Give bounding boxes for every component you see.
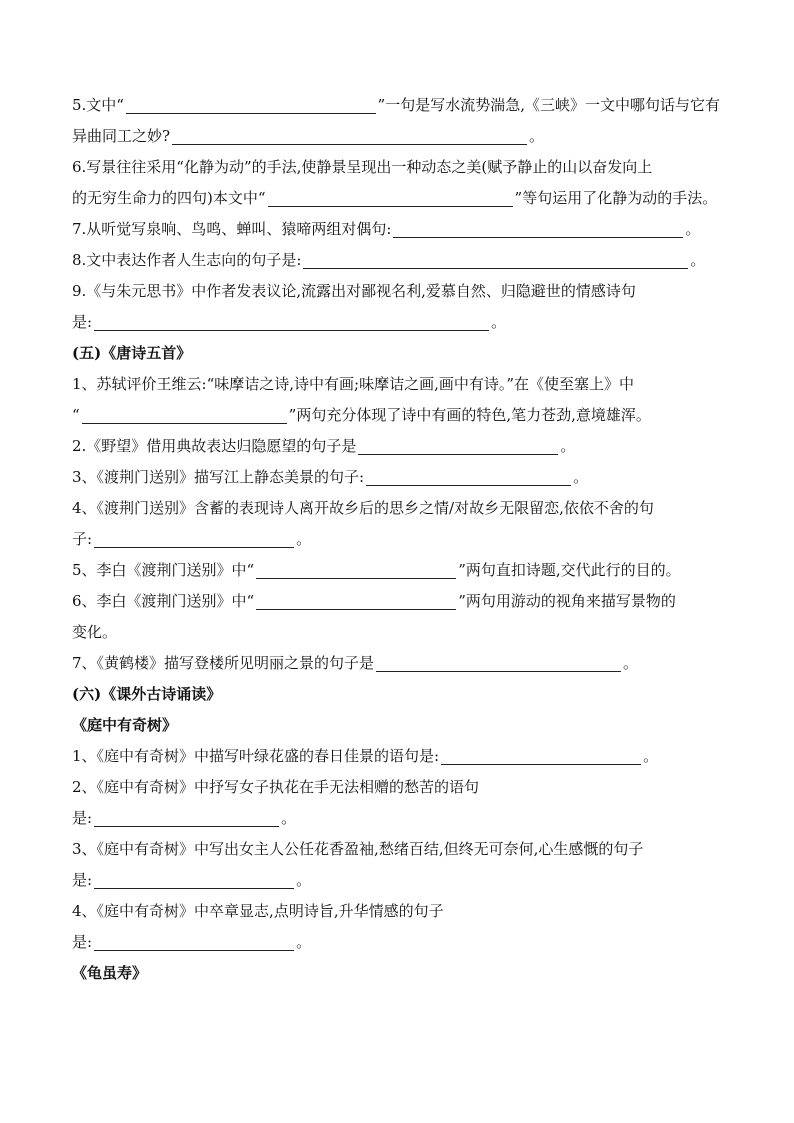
question-text: 。 <box>643 747 659 765</box>
question-text: 2.《野望》借用典故表达归隐愿望的句子是 <box>72 437 357 455</box>
question-text: 是: <box>72 871 93 889</box>
answer-blank[interactable] <box>366 469 571 486</box>
poem-title: 《庭中有奇树》 <box>72 716 178 734</box>
question-text: 4、《庭中有奇树》中卒章显志,点明诗旨,升华情感的句子 <box>72 902 444 920</box>
question-text: 变化。 <box>72 623 118 641</box>
question-text: 。 <box>296 871 312 889</box>
question-text: ”两句充分体现了诗中有画的特色,笔力苍劲,意境雄浑。 <box>288 406 651 424</box>
question-6-4-line-1 <box>72 896 720 927</box>
question-text: 是: <box>72 933 93 951</box>
answer-blank[interactable] <box>94 934 294 951</box>
question-text: 是: <box>72 809 93 827</box>
section-heading-6 <box>72 679 720 710</box>
question-4-9-line-1 <box>72 276 720 307</box>
question-text: 8.文中表达作者人生志向的句子是: <box>72 251 302 269</box>
question-6-3-line-2 <box>72 865 720 896</box>
question-text: 。 <box>529 127 545 145</box>
question-text: 。 <box>296 530 312 548</box>
question-4-6-line-1 <box>72 152 720 183</box>
question-text: 是: <box>72 313 93 331</box>
question-text: 6、李白《渡荆门送别》中“ <box>72 592 255 610</box>
question-text: 。 <box>623 654 639 672</box>
answer-blank[interactable] <box>94 810 279 827</box>
answer-blank[interactable] <box>441 748 641 765</box>
answer-blank[interactable] <box>256 562 456 579</box>
question-text: 。 <box>685 220 701 238</box>
question-6-2-line-1 <box>72 772 720 803</box>
answer-blank[interactable] <box>82 407 287 424</box>
question-4-9-line-2 <box>72 307 720 338</box>
question-text: 。 <box>296 933 312 951</box>
question-text: 5.文中“ <box>72 96 124 114</box>
question-text: 。 <box>560 437 576 455</box>
question-4-7 <box>72 214 720 245</box>
question-4-5-line-2 <box>72 121 720 152</box>
question-text: 7.从听觉写泉响、鸟鸣、蝉叫、猿啼两组对偶句: <box>72 220 392 238</box>
poem-heading-guisuishou <box>72 958 720 989</box>
answer-blank[interactable] <box>303 252 688 269</box>
answer-blank[interactable] <box>268 190 513 207</box>
section-heading-5 <box>72 338 720 369</box>
question-text: 。 <box>573 468 589 486</box>
section-title: (六)《课外古诗诵读》 <box>72 685 222 703</box>
question-text: 3、《庭中有奇树》中写出女主人公任花香盈袖,愁绪百结,但终无可奈何,心生感慨的句子 <box>72 840 644 858</box>
question-text: 。 <box>281 809 297 827</box>
question-4-6-line-2 <box>72 183 720 214</box>
question-text: 7、《黄鹤楼》描写登楼所见明丽之景的句子是 <box>72 654 375 672</box>
section-title: (五)《唐诗五首》 <box>72 344 192 362</box>
question-text: 6.写景往往采用“化静为动”的手法,使静景呈现出一种动态之美(赋予静止的山以奋发向上 <box>72 158 653 176</box>
question-5-2 <box>72 431 720 462</box>
answer-blank[interactable] <box>94 531 294 548</box>
question-5-7 <box>72 648 720 679</box>
question-text: 1、《庭中有奇树》中描写叶绿花盛的春日佳景的语句是: <box>72 747 440 765</box>
answer-blank[interactable] <box>376 655 621 672</box>
question-4-5-line-1 <box>72 90 720 121</box>
worksheet-page <box>72 90 720 989</box>
answer-blank[interactable] <box>126 97 376 114</box>
question-6-4-line-2 <box>72 927 720 958</box>
question-text: 的无穷生命力的四句)本文中“ <box>72 189 266 207</box>
answer-blank[interactable] <box>358 438 558 455</box>
question-5-1-line-1 <box>72 369 720 400</box>
question-text: 5、李白《渡荆门送别》中“ <box>72 561 255 579</box>
question-text: 异曲同工之妙? <box>72 127 171 145</box>
question-5-5 <box>72 555 720 586</box>
question-6-2-line-2 <box>72 803 720 834</box>
question-6-1 <box>72 741 720 772</box>
question-text: “ <box>72 406 80 424</box>
question-5-3 <box>72 462 720 493</box>
question-text: ”两句直扣诗题,交代此行的目的。 <box>458 561 681 579</box>
question-5-6-line-1 <box>72 586 720 617</box>
answer-blank[interactable] <box>393 221 683 238</box>
question-text: ”等句运用了化静为动的手法。 <box>514 189 718 207</box>
question-5-4-line-1 <box>72 493 720 524</box>
question-text: 4、《渡荆门送别》含蓄的表现诗人离开故乡后的思乡之情/对故乡无限留恋,依依不舍的句 <box>72 499 654 517</box>
answer-blank[interactable] <box>256 593 456 610</box>
question-5-6-line-2 <box>72 617 720 648</box>
question-text: 3、《渡荆门送别》描写江上静态美景的句子: <box>72 468 365 486</box>
question-6-3-line-1 <box>72 834 720 865</box>
answer-blank[interactable] <box>94 872 294 889</box>
question-text: ”两句用游动的视角来描写景物的 <box>458 592 676 610</box>
question-text: 。 <box>491 313 507 331</box>
answer-blank[interactable] <box>94 314 489 331</box>
question-5-1-line-2 <box>72 400 720 431</box>
poem-heading-tingzhong <box>72 710 720 741</box>
question-text: 。 <box>690 251 706 269</box>
answer-blank[interactable] <box>172 128 527 145</box>
question-text: 9.《与朱元思书》中作者发表议论,流露出对鄙视名利,爱慕自然、归隐避世的情感诗句 <box>72 282 636 300</box>
question-text: 1、苏轼评价王维云:“味摩诘之诗,诗中有画;味摩诘之画,画中有诗。”在《使至塞上》中 <box>72 375 635 393</box>
question-5-4-line-2 <box>72 524 720 555</box>
question-text: 子: <box>72 530 93 548</box>
question-text: ”一句是写水流势湍急,《三峡》一文中哪句话与它有 <box>377 96 720 114</box>
poem-title: 《龟虽寿》 <box>72 964 148 982</box>
question-text: 2、《庭中有奇树》中抒写女子执花在手无法相赠的愁苦的语句 <box>72 778 480 796</box>
question-4-8 <box>72 245 720 276</box>
